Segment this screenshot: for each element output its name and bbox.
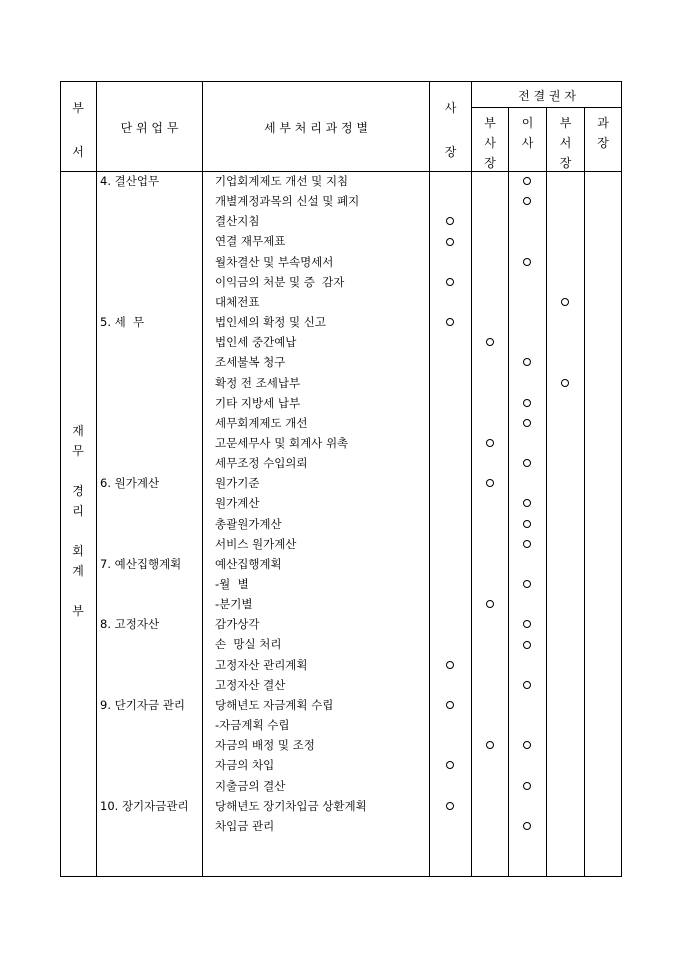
table-row [60,413,622,433]
process-detail: 총괄원가계산 [215,516,282,531]
unit-task: 10. 장기자금관리 [100,798,189,813]
approval-mark-director [523,520,531,528]
header-authority-vp: 부 사 장 [484,116,496,170]
header-authority-director: 이 사 [521,116,534,150]
approval-mark-director [523,641,531,649]
table-row [60,695,622,715]
table-row [60,735,622,755]
approval-mark-director [523,620,531,628]
approval-mark-vp [486,479,494,487]
table-row [60,715,622,735]
header-president: 사 장 [444,101,457,159]
process-detail: 월차결산 및 부속명세서 [215,254,334,269]
process-detail: 자금의 배정 및 조정 [215,738,315,753]
process-detail: 감가상각 [215,617,260,632]
process-detail: 확정 전 조세납부 [215,375,301,390]
table-row [60,534,622,554]
table-row [60,171,622,191]
process-detail: 당해년도 장기차입금 상환계획 [215,798,367,813]
table-row [60,634,622,654]
table-row [60,352,622,372]
approval-mark-director [523,782,531,790]
approval-mark-vp [486,338,494,346]
table-row [60,755,622,775]
process-detail: 연결 재무제표 [215,234,286,249]
approval-mark-director [523,741,531,749]
process-detail: 원가계산 [215,496,260,511]
table-row [60,473,622,493]
unit-task: 6. 원가계산 [100,476,160,491]
process-detail: 법인세 중간예납 [215,335,297,350]
process-detail: -분기별 [215,597,253,612]
approval-mark-president [446,701,454,709]
approval-mark-vp [486,741,494,749]
process-detail: 이익금의 처분 및 증 감자 [215,274,345,289]
table-row [60,675,622,695]
header-detail-process: 세 부 처 리 과 정 별 [263,121,369,135]
table-row [60,272,622,292]
process-detail: 예산집행계획 [215,556,282,571]
header-authority-deputy_gm: 부 서 장 [559,116,572,170]
table-row [60,493,622,513]
process-detail: 세무조정 수입의뢰 [215,456,308,471]
approval-mark-president [446,278,454,286]
process-detail: -자금계획 수립 [215,718,290,733]
table-row [60,292,622,312]
process-detail: 서비스 원가계산 [215,536,297,551]
table-row [60,554,622,574]
header-approval-authority: 전 결 권 자 [518,89,576,103]
approval-mark-vp [486,439,494,447]
approval-mark-director [523,258,531,266]
table-row [60,796,622,816]
process-detail: 세무회계제도 개선 [215,415,308,430]
table-row [60,231,622,251]
process-detail: 손 망실 처리 [215,637,282,652]
table-row [60,816,622,836]
approval-mark-director [523,177,531,185]
approval-mark-director [523,197,531,205]
approval-authority-table [60,81,622,877]
unit-task: 4. 결산업무 [100,174,160,188]
process-detail: 고정자산 결산 [215,677,286,692]
process-detail: 고정자산 관리계획 [215,657,308,672]
process-detail: 개별계정과목의 신설 및 폐지 [215,194,360,209]
approval-mark-president [446,661,454,669]
department-label: 재 무 경 리 회 계 부 [72,424,84,618]
table-row [60,252,622,272]
approval-mark-president [446,802,454,810]
process-detail: 차입금 관리 [215,818,275,833]
approval-mark-director [523,459,531,467]
table-row [60,433,622,453]
approval-mark-director [523,499,531,507]
approval-mark-director [523,358,531,366]
process-detail: 대체전표 [215,294,260,309]
table-row [60,614,622,634]
table-row [60,373,622,393]
process-detail: 기타 지방세 납부 [215,395,301,410]
approval-mark-president [446,318,454,326]
table-row [60,453,622,473]
approval-mark-director [523,419,531,427]
approval-mark-director [523,580,531,588]
header-unit-task: 단 위 업 무 [120,121,179,135]
approval-mark-deputy_gm [561,379,569,387]
table-row [60,594,622,614]
approval-mark-president [446,761,454,769]
approval-mark-director [523,399,531,407]
header-department: 부 서 [72,101,84,159]
process-detail: 조세불복 청구 [215,355,286,370]
process-detail: 원가기준 [215,476,260,491]
unit-task: 7. 예산집행계획 [100,556,182,571]
unit-task: 9. 단기자금 관리 [100,697,185,712]
approval-mark-president [446,217,454,225]
approval-mark-director [523,540,531,548]
approval-mark-director [523,822,531,830]
approval-mark-director [523,681,531,689]
process-detail: 법인세의 확정 및 신고 [215,315,326,330]
approval-mark-vp [486,600,494,608]
table-row [60,191,622,211]
table-row [60,574,622,594]
process-detail: 기업회계제도 개선 및 지침 [215,174,349,188]
unit-task: 5. 세 무 [100,315,145,330]
process-detail: 지출금의 결산 [215,778,286,793]
table-row [60,332,622,352]
table-row [60,393,622,413]
unit-task: 8. 고정자산 [100,617,160,632]
table-row [60,655,622,675]
process-detail: 자금의 차입 [215,758,275,773]
table-row [60,514,622,534]
process-detail: 결산지침 [215,214,260,229]
approval-mark-deputy_gm [561,298,569,306]
header-authority-section_chief: 과 장 [597,116,609,150]
table-row [60,776,622,796]
process-detail: 당해년도 자금계획 수립 [215,697,334,712]
process-detail: -월 별 [215,577,249,591]
approval-mark-president [446,238,454,246]
table-row [60,312,622,332]
process-detail: 고문세무사 및 회계사 위촉 [215,435,349,450]
table-row [60,211,622,231]
